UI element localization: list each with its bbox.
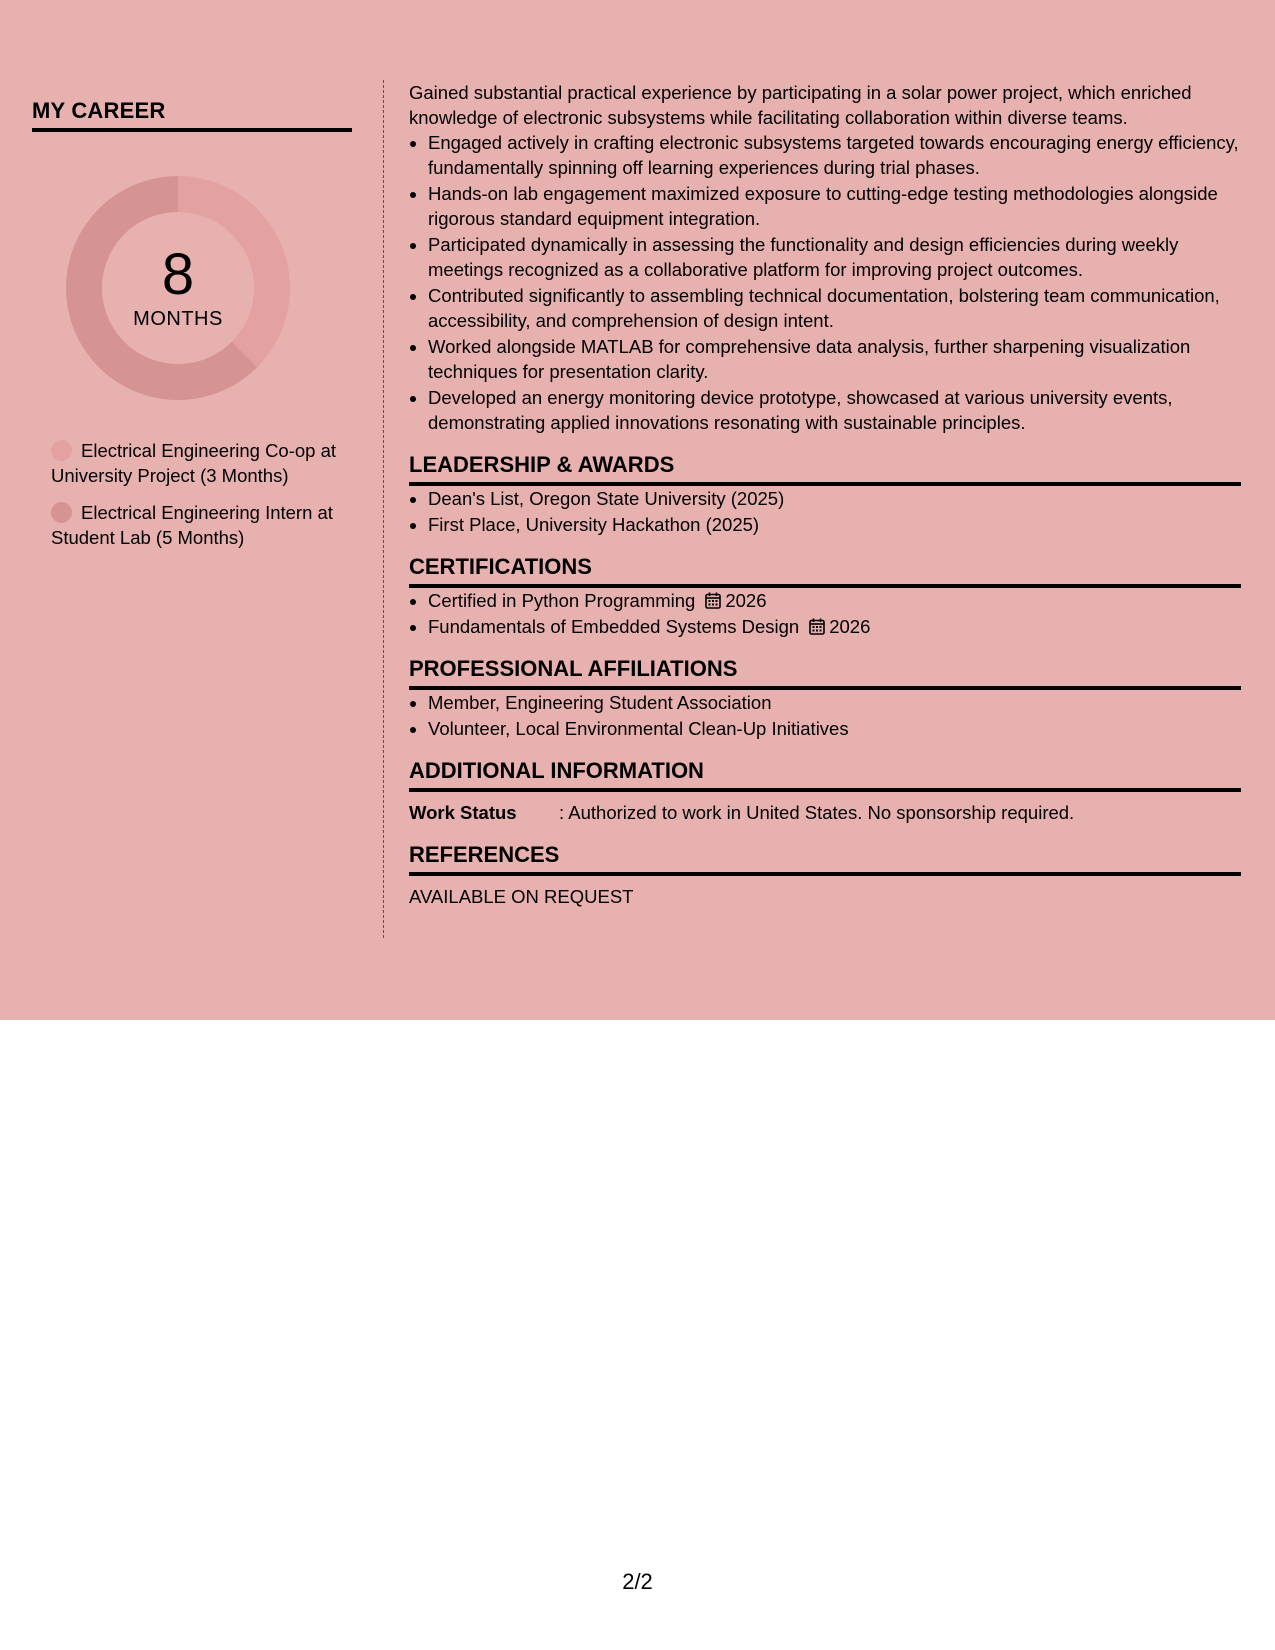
list-item: • Participated dynamically in assessing the functionality and design efficiencies during weekly meetings recognized as a collaborative platform for improving project outcomes. bbox=[428, 232, 1241, 282]
references-text: AVAILABLE ON REQUEST bbox=[409, 886, 634, 907]
list-item: • Developed an energy monitoring device prototype, showcased at various university events, demonstrating applied innovations resonating with sustainable principles. bbox=[428, 385, 1241, 435]
list-item: • Member, Engineering Student Association bbox=[428, 690, 1241, 715]
affiliations-title: PROFESSIONAL AFFILIATIONS bbox=[409, 655, 1241, 690]
legend-item bbox=[51, 438, 341, 488]
certification-year: 2026 bbox=[725, 590, 767, 611]
additional-info-title: ADDITIONAL INFORMATION bbox=[409, 757, 1241, 792]
legend-dot-icon bbox=[51, 502, 72, 523]
affiliations-list bbox=[409, 690, 1241, 741]
list-item bbox=[428, 614, 1241, 639]
career-donut-chart bbox=[66, 176, 290, 400]
donut-center bbox=[66, 176, 290, 400]
career-column bbox=[32, 98, 352, 548]
certification-year: 2026 bbox=[829, 616, 871, 637]
list-item: • Worked alongside MATLAB for comprehensive data analysis, further sharpening visualization techniques for presentation clarity. bbox=[428, 334, 1241, 384]
column-divider bbox=[383, 80, 384, 938]
list-item: • First Place, University Hackathon (2025) bbox=[428, 512, 1241, 537]
donut-total-unit: MONTHS bbox=[133, 307, 223, 330]
certification-name: Certified in Python Programming bbox=[428, 590, 696, 611]
page-number: 2/2 bbox=[622, 1569, 653, 1594]
list-item: • Dean's List, Oregon State University (2025) bbox=[428, 486, 1241, 511]
main-column bbox=[409, 80, 1241, 909]
experience-bullets bbox=[409, 130, 1241, 435]
list-item: • Contributed significantly to assembling technical documentation, bolstering team communication, accessibility, and comprehension of design intent. bbox=[428, 283, 1241, 333]
list-item: • Engaged actively in crafting electronic subsystems targeted towards encouraging energy efficiency, fundamentally spinning off learning experiences during trial phases. bbox=[428, 130, 1241, 180]
certifications-list bbox=[409, 588, 1241, 639]
experience-intro: Gained substantial practical experience by participating in a solar power project, which enriched knowledge of electronic subsystems while facilitating collaboration within diverse teams. bbox=[409, 82, 1192, 128]
legend-label: Electrical Engineering Co-op at University Project (3 Months) bbox=[51, 440, 337, 486]
career-legend bbox=[51, 438, 341, 562]
list-item: • Hands-on lab engagement maximized exposure to cutting-edge testing methodologies alongside rigorous standard equipment integration. bbox=[428, 181, 1241, 231]
references-title: REFERENCES bbox=[409, 841, 1241, 876]
calendar-icon bbox=[809, 618, 825, 635]
work-status-value: : Authorized to work in United States. No sponsorship required. bbox=[559, 802, 1075, 823]
work-status-label: Work Status bbox=[409, 802, 517, 823]
donut-total-number: 8 bbox=[161, 241, 195, 307]
certifications-title: CERTIFICATIONS bbox=[409, 553, 1241, 588]
certification-name: Fundamentals of Embedded Systems Design bbox=[428, 616, 800, 637]
leadership-title: LEADERSHIP & AWARDS bbox=[409, 451, 1241, 486]
list-item bbox=[428, 588, 1241, 613]
legend-item bbox=[51, 500, 341, 550]
work-status-row bbox=[409, 800, 1241, 825]
leadership-list bbox=[409, 486, 1241, 537]
legend-dot-icon bbox=[51, 440, 72, 461]
legend-label: Electrical Engineering Intern at Student Lab (5 Months) bbox=[51, 502, 333, 548]
calendar-icon bbox=[705, 592, 721, 609]
list-item: • Volunteer, Local Environmental Clean-Up Initiatives bbox=[428, 716, 1241, 741]
career-title: MY CAREER bbox=[32, 98, 352, 132]
